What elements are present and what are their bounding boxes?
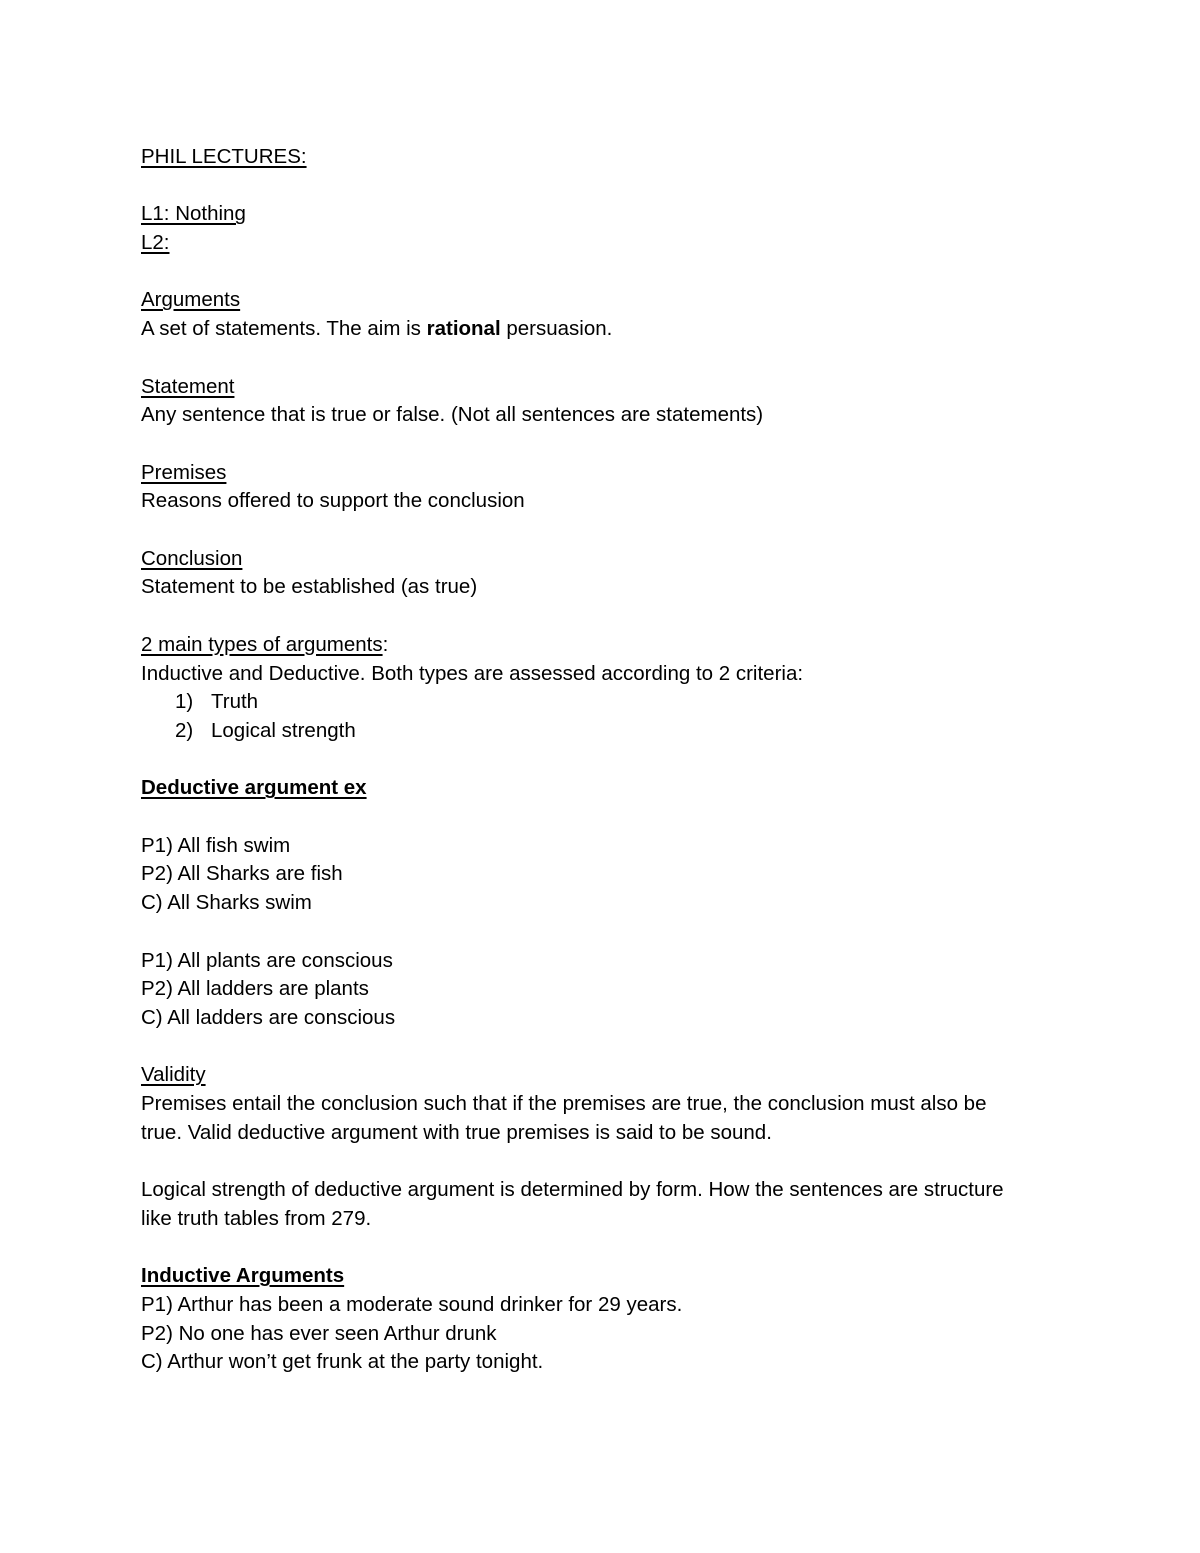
spacer [141,918,1081,947]
arguments-heading: Arguments [141,288,241,312]
inductive-heading: Inductive Arguments [141,1264,345,1288]
validity-heading: Validity [141,1063,206,1087]
statement-heading: Statement [141,374,235,398]
spacer [141,172,1081,201]
spacer [141,258,1081,287]
spacer [141,1147,1081,1176]
spacer [141,344,1081,373]
types-heading: 2 main types of arguments [141,632,383,656]
arguments-definition [141,315,1081,344]
spacer [141,1234,1081,1263]
arguments-text-pre: A set of statements. The aim is [141,317,427,341]
premises-definition: Reasons offered to support the conclusion [141,489,525,513]
criteria-number: 2) [175,718,194,742]
deductive-example-1-line: C) All Sharks swim [141,891,312,915]
deductive-heading: Deductive argument ex [141,776,367,800]
inductive-example-line: P1) Arthur has been a moderate sound drinker for 29 years. [141,1292,683,1316]
document-page [141,143,1081,1377]
arguments-text-bold: rational [426,317,501,341]
deductive-example-1-line: P1) All fish swim [141,833,291,857]
conclusion-heading: Conclusion [141,546,243,570]
spacer [141,746,1081,775]
logical-strength-text-line: Logical strength of deductive argument is determined by form. How the sentences are structure [141,1178,1004,1202]
spacer [141,430,1081,459]
deductive-example-2-line: P1) All plants are conscious [141,948,393,972]
arguments-text-post: persuasion. [500,317,613,341]
deductive-example-1-line: P2) All Sharks are fish [141,862,343,886]
spacer [141,803,1081,832]
spacer [141,602,1081,631]
criteria-list-item [141,688,1081,717]
lecture-1-heading: L1: Nothing [141,202,246,226]
criteria-number: 1) [175,690,194,714]
criteria-list-item [141,717,1081,746]
criteria-label: Logical strength [211,718,356,742]
spacer [141,1033,1081,1062]
document-title: PHIL LECTURES: [141,145,307,168]
deductive-example-2-line: C) All ladders are conscious [141,1005,396,1029]
premises-heading: Premises [141,460,227,484]
logical-strength-text-line: like truth tables from 279. [141,1206,372,1230]
statement-definition: Any sentence that is true or false. (Not all sentences are statements) [141,403,764,427]
deductive-example-2-line: P2) All ladders are plants [141,977,369,1001]
inductive-example-line: C) Arthur won’t get frunk at the party tonight. [141,1350,544,1374]
spacer [141,516,1081,545]
validity-text-line: true. Valid deductive argument with true premises is said to be sound. [141,1120,772,1144]
types-heading-colon: : [382,632,389,656]
criteria-label: Truth [211,690,259,714]
conclusion-definition: Statement to be established (as true) [141,575,478,599]
types-definition: Inductive and Deductive. Both types are assessed according to 2 criteria: [141,661,804,685]
inductive-example-line: P2) No one has ever seen Arthur drunk [141,1321,497,1345]
validity-text-line: Premises entail the conclusion such that if the premises are true, the conclusion must also be [141,1092,987,1116]
lecture-2-heading: L2: [141,231,170,255]
types-heading-line [141,631,1081,660]
